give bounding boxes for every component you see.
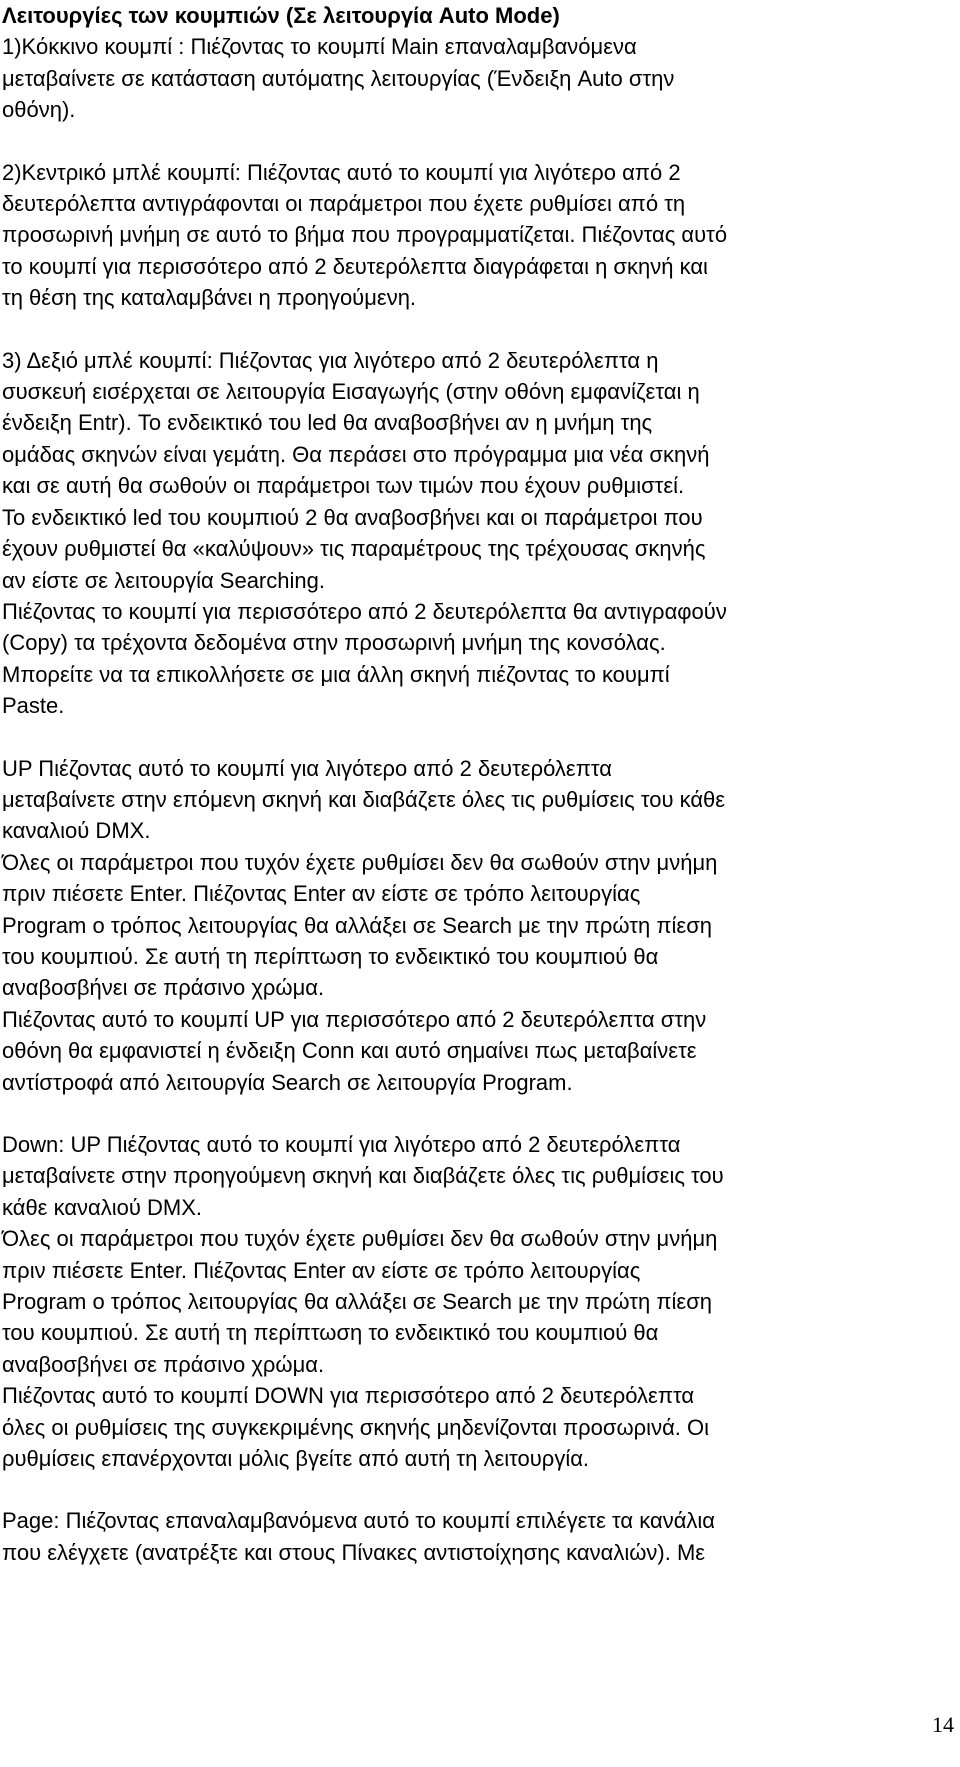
- text-line: αναβοσβήνει σε πράσινο χρώμα.: [2, 1351, 325, 1377]
- paragraph-gap: [2, 1098, 946, 1129]
- text-line: (Copy) τα τρέχοντα δεδομένα στην προσωρινή μνήμη της κονσόλας.: [2, 630, 666, 656]
- document-page: [2, 0, 946, 1568]
- text-line: ένδειξη Entr). Το ενδεικτικό του led θα αναβοσβήνει αν η μνήμη της: [2, 410, 653, 436]
- paragraph-right-blue-button: [2, 345, 946, 722]
- text-line: Down: UP Πιέζοντας αυτό το κουμπί για λιγότερο από 2 δευτερόλεπτα: [2, 1132, 681, 1157]
- text-line: Όλες οι παράμετροι που τυχόν έχετε ρυθμίσει δεν θα σωθούν στην μνήμη: [2, 1226, 718, 1252]
- text-line: όλες οι ρυθμίσεις της συγκεκριμένης σκηνής μηδενίζονται προσωρινά. Οι: [2, 1414, 710, 1440]
- text-line: δευτερόλεπτα αντιγράφονται οι παράμετροι που έχετε ρυθμίσει από τη: [2, 191, 686, 217]
- text-line: 3) Δεξιό μπλέ κουμπί: Πιέζοντας για λιγότερο από 2 δευτερόλεπτα η: [2, 347, 659, 373]
- text-line: τη θέση της καταλαμβάνει η προηγούμενη.: [2, 285, 417, 311]
- text-line: 2)Κεντρικό μπλέ κουμπί: Πιέζοντας αυτό το κουμπί για λιγότερο από 2: [2, 159, 681, 185]
- text-line: Program ο τρόπος λειτουργίας θα αλλάξει σε Search με την πρώτη πίεση: [2, 1289, 713, 1315]
- text-line: κάθε καναλιού DMX.: [2, 1194, 203, 1220]
- text-line: Program ο τρόπος λειτουργίας θα αλλάξει σε Search με την πρώτη πίεση: [2, 912, 713, 938]
- text-line: UP Πιέζοντας αυτό το κουμπί για λιγότερο από 2 δευτερόλεπτα: [2, 755, 612, 781]
- text-line: Πιέζοντας το κουμπί για περισσότερο από 2 δευτερόλεπτα θα αντιγραφούν: [2, 598, 727, 624]
- text-line: του κουμπιού. Σε αυτή τη περίπτωση το ενδεικτικό του κουμπιού θα: [2, 1320, 659, 1346]
- text-line: Paste.: [2, 693, 65, 719]
- text-line: μεταβαίνετε στην επόμενη σκηνή και διαβάζετε όλες τις ρυθμίσεις του κάθε: [2, 786, 726, 812]
- paragraph-gap: [2, 722, 946, 753]
- text-line: προσωρινή μνήμη σε αυτό το βήμα που προγραμματίζεται. Πιέζοντας αυτό: [2, 222, 728, 248]
- paragraph-gap: [2, 314, 946, 345]
- text-line: αν είστε σε λειτουργία Searching.: [2, 567, 325, 593]
- text-line: καναλιού DMX.: [2, 818, 151, 844]
- text-line: πριν πιέσετε Enter. Πιέζοντας Enter αν είστε σε τρόπο λειτουργίας: [2, 1257, 641, 1283]
- paragraph-down-button: [2, 1129, 946, 1474]
- text-line: 1)Κόκκινο κουμπί : Πιέζοντας το κουμπί Main επαναλαμβανόμενα: [2, 34, 637, 60]
- paragraph-red-button: [2, 31, 946, 125]
- text-line: μεταβαίνετε στην προηγούμενη σκηνή και διαβάζετε όλες τις ρυθμίσεις του: [2, 1163, 724, 1189]
- paragraph-page-button: [2, 1505, 946, 1568]
- text-line: του κουμπιού. Σε αυτή τη περίπτωση το ενδεικτικό του κουμπιού θα: [2, 943, 659, 969]
- text-line: Μπορείτε να τα επικολλήσετε σε μια άλλη σκηνή πιέζοντας το κουμπί: [2, 661, 670, 687]
- paragraph-up-button: [2, 753, 946, 1098]
- text-line: πριν πιέσετε Enter. Πιέζοντας Enter αν είστε σε τρόπο λειτουργίας: [2, 881, 641, 907]
- text-line: και σε αυτή θα σωθούν οι παράμετροι των τιμών που έχουν ρυθμιστεί.: [2, 473, 685, 499]
- text-line: οθόνη).: [2, 97, 76, 123]
- text-line: το κουμπί για περισσότερο από 2 δευτερόλεπτα διαγράφεται η σκηνή και: [2, 253, 708, 279]
- text-line: μεταβαίνετε σε κατάσταση αυτόματης λειτουργίας (Ένδειξη Auto στην: [2, 65, 675, 91]
- paragraph-center-blue-button: [2, 157, 946, 314]
- text-line: συσκευή εισέρχεται σε λειτουργία Εισαγωγής (στην οθόνη εμφανίζεται η: [2, 379, 700, 405]
- paragraph-gap: [2, 1474, 946, 1505]
- text-line: ρυθμίσεις επανέρχονται μόλις βγείτε από αυτή τη λειτουργία.: [2, 1446, 590, 1472]
- text-line: Page: Πιέζοντας επαναλαμβανόμενα αυτό το κουμπί επιλέγετε τα κανάλια: [2, 1508, 716, 1534]
- text-line: έχουν ρυθμιστεί θα «καλύψουν» τις παραμέτρους της τρέχουσας σκηνής: [2, 536, 706, 562]
- text-line: οθόνη θα εμφανιστεί η ένδειξη Conn και αυτό σημαίνει πως μεταβαίνετε: [2, 1038, 697, 1064]
- text-line: αντίστροφά από λειτουργία Search σε λειτουργία Program.: [2, 1069, 573, 1095]
- paragraph-gap: [2, 126, 946, 157]
- text-line: που ελέγχετε (ανατρέξτε και στους Πίνακες αντιστοίχησης καναλιών). Με: [2, 1539, 706, 1565]
- text-line: Το ενδεικτικό led του κουμπιού 2 θα αναβοσβήνει και οι παράμετροι που: [2, 504, 703, 530]
- document-title: Λειτουργίες των κουμπιών (Σε λειτουργία Auto Mode): [2, 3, 560, 28]
- text-line: Πιέζοντας αυτό το κουμπί UP για περισσότερο από 2 δευτερόλεπτα στην: [2, 1006, 707, 1032]
- page-number: 14: [932, 1712, 954, 1737]
- text-line: Όλες οι παράμετροι που τυχόν έχετε ρυθμίσει δεν θα σωθούν στην μνήμη: [2, 849, 718, 875]
- text-line: αναβοσβήνει σε πράσινο χρώμα.: [2, 975, 325, 1001]
- text-line: Πιέζοντας αυτό το κουμπί DOWN για περισσότερο από 2 δευτερόλεπτα: [2, 1383, 695, 1409]
- text-line: ομάδας σκηνών είναι γεμάτη. Θα περάσει στο πρόγραμμα μια νέα σκηνή: [2, 441, 710, 467]
